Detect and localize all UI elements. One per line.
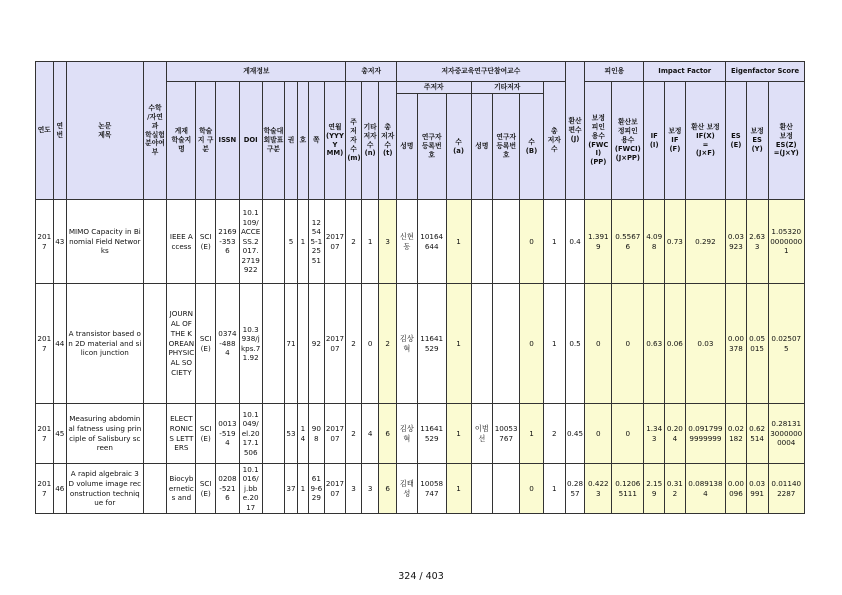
cell-j: 0.2857 [565, 464, 585, 514]
col-es-adj: 보정 ES (Y) [746, 82, 768, 200]
col-fwci: 보정 피인 용수 (FWC I) (PP) [585, 82, 612, 200]
cell-seq: 45 [53, 404, 66, 464]
cell-no [297, 284, 308, 404]
cell-z: 0.011402287 [768, 464, 805, 514]
cell-main-name: 김상혁 [397, 404, 418, 464]
cell-y-adj: 0.05015 [746, 284, 768, 404]
table-row [36, 284, 805, 404]
cell-pp: 0.4223 [585, 464, 612, 514]
cell-class: SCI(E) [196, 284, 216, 404]
col-issn: ISSN [216, 82, 240, 200]
col-main-reg: 연구자 등록번 호 [417, 94, 446, 200]
cell-a: 1 [446, 464, 471, 514]
col-if-adj: 보정 IF (F) [665, 82, 686, 200]
table-body [36, 200, 805, 514]
col-if-conv: 환산 보정 IF(X) = (J×F) [685, 82, 725, 200]
cell-oth-reg [493, 284, 520, 404]
cell-title: A rapid algebraic 3D volume image reconstruction technique for [67, 464, 144, 514]
cell-oth-reg [493, 200, 520, 284]
cell-a: 1 [446, 284, 471, 404]
cell-no: 1 [297, 200, 308, 284]
cell-m: 2 [346, 200, 362, 284]
col-fac-total: 총 저자 수 [543, 82, 565, 200]
cell-m: 2 [346, 284, 362, 404]
group-authors: 총저자 [346, 62, 397, 82]
cell-e: 0.02182 [726, 404, 747, 464]
col-oth-name: 성명 [471, 94, 493, 200]
cell-z: 1.0532000000001 [768, 200, 805, 284]
cell-vol: 71 [285, 284, 297, 404]
cell-e: 0.00378 [726, 284, 747, 404]
cell-if: 2.159 [644, 464, 665, 514]
cell-class: SCI(E) [196, 404, 216, 464]
table-header [36, 62, 805, 200]
cell-seq: 44 [53, 284, 66, 404]
col-no: 호 [297, 82, 308, 200]
cell-doi: 10.1109/ACCESS.2017.2719922 [239, 200, 262, 284]
cell-b: 1 [520, 404, 544, 464]
cell-sci-class [262, 200, 285, 284]
col-page: 쪽 [309, 82, 325, 200]
cell-flag [143, 200, 167, 284]
cell-pp: 0 [585, 404, 612, 464]
cell-jpp: 0.55676 [612, 200, 644, 284]
cell-z: 0.2813130000000004 [768, 404, 805, 464]
cell-n: 0 [361, 284, 379, 404]
group-published: 게재정보 [167, 62, 346, 82]
cell-y-adj: 0.62514 [746, 404, 768, 464]
cell-flag [143, 404, 167, 464]
cell-x: 0.0891384 [685, 464, 725, 514]
cell-seq: 46 [53, 464, 66, 514]
cell-main-reg: 11641529 [417, 284, 446, 404]
cell-doi: 10.1049/el.2017.1506 [239, 404, 262, 464]
group-eigen: Eigenfactor Score [726, 62, 805, 82]
cell-if: 0.63 [644, 284, 665, 404]
cell-main-name: 김상혁 [397, 284, 418, 404]
cell-doi: 10.3938/jkps.71.92 [239, 284, 262, 404]
cell-issn: 0013-5194 [216, 404, 240, 464]
cell-t: 2 [379, 284, 397, 404]
cell-z: 0.025075 [768, 284, 805, 404]
col-total-n: 총 저자 수 (t) [379, 82, 397, 200]
col-es: ES (E) [726, 82, 747, 200]
cell-title: A transistor based on 2D material and silicon junction [67, 284, 144, 404]
table-row [36, 404, 805, 464]
cell-page: 908 [309, 404, 325, 464]
cell-oth-reg: 10053767 [493, 404, 520, 464]
cell-date: 201707 [324, 404, 346, 464]
cell-y-adj: 0.03991 [746, 464, 768, 514]
cell-vol: 5 [285, 200, 297, 284]
cell-issn: 2169-3536 [216, 200, 240, 284]
col-other-n: 기타 저자 수 (n) [361, 82, 379, 200]
group-faculty: 저자중교육연구단참여교수 [397, 62, 566, 82]
cell-journal: JOURNAL OF THE KOREAN PHYSICAL SOCIETY [167, 284, 196, 404]
group-impact: Impact Factor [644, 62, 726, 82]
cell-jpp: 0.12065111 [612, 464, 644, 514]
cell-main-reg: 10164644 [417, 200, 446, 284]
cell-seq: 43 [53, 200, 66, 284]
col-main-name: 성명 [397, 94, 418, 200]
cell-a: 1 [446, 404, 471, 464]
col-year: 연도 [36, 62, 54, 200]
cell-m: 3 [346, 464, 362, 514]
col-oth-reg: 연구자 등록번 호 [493, 94, 520, 200]
cell-oth-name [471, 284, 493, 404]
cell-journal: IEEE Access [167, 200, 196, 284]
col-seq: 연번 [53, 62, 66, 200]
cell-if: 1.343 [644, 404, 665, 464]
cell-b: 0 [520, 200, 544, 284]
cell-sci-class [262, 464, 285, 514]
cell-journal: Biocybernetics and [167, 464, 196, 514]
cell-oth-name [471, 464, 493, 514]
col-main-cnt: 수 (a) [446, 94, 471, 200]
cell-x: 0.03 [685, 284, 725, 404]
cell-oth-name: 이범선 [471, 404, 493, 464]
cell-t: 6 [379, 464, 397, 514]
col-conv: 환산 편수 (J) [565, 62, 585, 200]
col-doi: DOI [239, 82, 262, 200]
data-table [35, 61, 805, 514]
cell-oth-reg [493, 464, 520, 514]
col-es-conv: 환산 보정 ES(Z) =(J×Y) [768, 82, 805, 200]
cell-e: 0.00096 [726, 464, 747, 514]
cell-year: 2017 [36, 200, 54, 284]
cell-t: 3 [379, 200, 397, 284]
cell-f: 0.312 [665, 464, 686, 514]
cell-issn: 0374-4884 [216, 284, 240, 404]
cell-pp: 1.3919 [585, 200, 612, 284]
cell-flag [143, 464, 167, 514]
cell-sci-class [262, 404, 285, 464]
cell-title: MIMO Capacity in Binomial Field Networks [67, 200, 144, 284]
col-fwci-conv: 환산보 정피인 용수 (FWCI) (J×PP) [612, 82, 644, 200]
page-number: 324 / 403 [398, 571, 444, 582]
cell-t: 6 [379, 404, 397, 464]
group-main-author: 주저자 [397, 82, 471, 94]
cell-main-reg: 10058747 [417, 464, 446, 514]
cell-page: 92 [309, 284, 325, 404]
cell-journal: ELECTRONICS LETTERS [167, 404, 196, 464]
cell-if: 4.098 [644, 200, 665, 284]
cell-issn: 0208-5216 [216, 464, 240, 514]
cell-fac: 1 [543, 284, 565, 404]
cell-main-name: 김태성 [397, 464, 418, 514]
cell-no: 1 [297, 464, 308, 514]
cell-j: 0.4 [565, 200, 585, 284]
cell-page: 12545-12551 [309, 200, 325, 284]
cell-doi: 10.1016/j.bbe.2017 [239, 464, 262, 514]
cell-pp: 0 [585, 284, 612, 404]
cell-f: 0.204 [665, 404, 686, 464]
cell-j: 0.45 [565, 404, 585, 464]
cell-main-name: 신현동 [397, 200, 418, 284]
cell-fac: 1 [543, 464, 565, 514]
cell-date: 201707 [324, 284, 346, 404]
cell-year: 2017 [36, 464, 54, 514]
cell-b: 0 [520, 284, 544, 404]
cell-class: SCI(E) [196, 200, 216, 284]
col-main-n: 주 저자 수 (m) [346, 82, 362, 200]
cell-n: 3 [361, 464, 379, 514]
cell-date: 201707 [324, 200, 346, 284]
cell-sci-class [262, 284, 285, 404]
cell-date: 201707 [324, 464, 346, 514]
col-sci-class: 학술대 회발표 구분 [262, 82, 285, 200]
cell-fac: 2 [543, 404, 565, 464]
cell-no: 14 [297, 404, 308, 464]
cell-x: 0.0917999999999 [685, 404, 725, 464]
cell-b: 0 [520, 464, 544, 514]
col-vol: 권 [285, 82, 297, 200]
cell-main-reg: 11641529 [417, 404, 446, 464]
cell-n: 4 [361, 404, 379, 464]
cell-year: 2017 [36, 284, 54, 404]
col-if: IF (I) [644, 82, 665, 200]
cell-vol: 53 [285, 404, 297, 464]
cell-page: 619-629 [309, 464, 325, 514]
cell-f: 0.73 [665, 200, 686, 284]
table-row [36, 200, 805, 284]
cell-jpp: 0 [612, 404, 644, 464]
cell-flag [143, 284, 167, 404]
cell-title: Measuring abdominal fatness using principle of Salisbury screen [67, 404, 144, 464]
cell-f: 0.06 [665, 284, 686, 404]
cell-x: 0.292 [685, 200, 725, 284]
col-date: 연월 (YYYY MM) [324, 82, 346, 200]
cell-vol: 37 [285, 464, 297, 514]
cell-e: 0.03923 [726, 200, 747, 284]
cell-a: 1 [446, 200, 471, 284]
cell-j: 0.5 [565, 284, 585, 404]
col-oth-cnt: 수 (B) [520, 94, 544, 200]
cell-class: SCI(E) [196, 464, 216, 514]
cell-m: 2 [346, 404, 362, 464]
col-class: 학술 지 구 분 [196, 82, 216, 200]
table-row [36, 464, 805, 514]
cell-n: 1 [361, 200, 379, 284]
cell-year: 2017 [36, 404, 54, 464]
cell-jpp: 0 [612, 284, 644, 404]
cell-oth-name [471, 200, 493, 284]
col-field-flag: 수학 /자연과 학실험 분야여 부 [143, 62, 167, 200]
col-title: 논문 제목 [67, 62, 144, 200]
group-citations: 피인용 [585, 62, 644, 82]
col-journal: 게재 학술지 명 [167, 82, 196, 200]
group-other-author: 기타저자 [471, 82, 543, 94]
cell-fac: 1 [543, 200, 565, 284]
cell-y-adj: 2.633 [746, 200, 768, 284]
